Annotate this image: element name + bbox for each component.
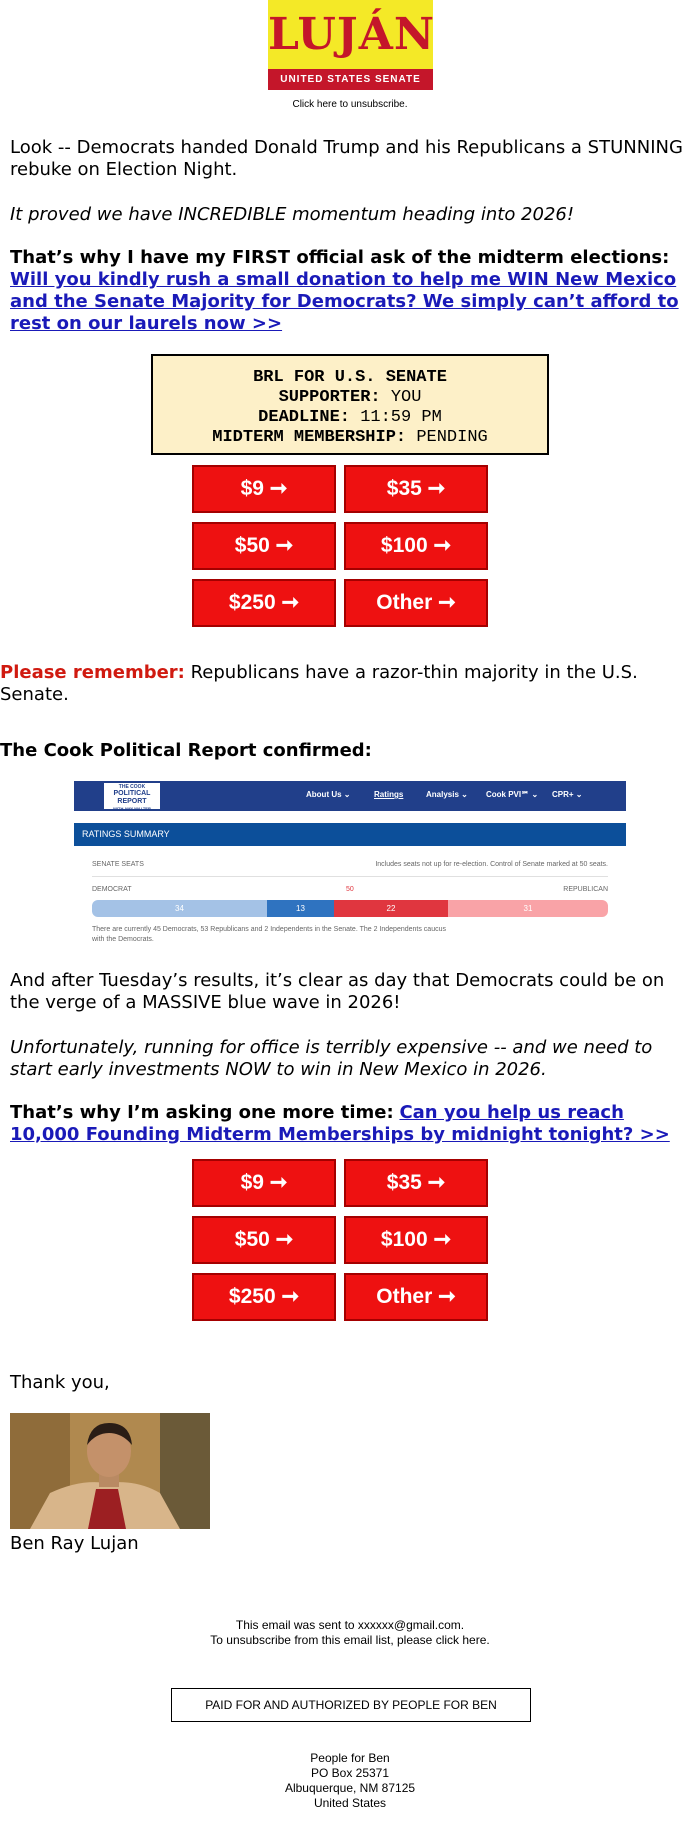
cook-menu-analysis: Analysis ⌄ (426, 790, 468, 799)
cook-menu-ratings: Ratings (374, 790, 404, 799)
seats-footnote-line-2: with the Democrats. (92, 936, 154, 943)
membership-status-box (151, 354, 549, 455)
donate-button-250[interactable]: $250 ➞ (192, 1273, 336, 1321)
senate-seats-label: SENATE SEATS (92, 861, 144, 868)
donate-link-2[interactable]: Can you help us reach 10,000 Founding Midterm Memberships by midnight tonight? >> (10, 1102, 670, 1145)
donate-button-100[interactable]: $100 ➞ (344, 522, 488, 570)
cook-logo (104, 783, 160, 809)
thank-you-text: Thank you, (10, 1372, 110, 1393)
sent-to-text: This email was sent to xxxxxx@gmail.com. (235, 1618, 465, 1632)
membership-label: MIDTERM MEMBERSHIP: (212, 428, 407, 447)
body-paragraph-3 (10, 1102, 692, 1146)
intro-paragraph-1: Look -- Democrats handed Donald Trump and his Republicans a STUNNING rebuke on Election Night. (10, 137, 683, 180)
unsubscribe-link-top[interactable]: Click here to unsubscribe. (292, 99, 408, 110)
logo-subtitle: UNITED STATES SENATE (268, 69, 433, 90)
cook-logo-line: REPORT (117, 798, 147, 805)
signature-name: Ben Ray Lujan (10, 1533, 139, 1554)
body-paragraph-1: And after Tuesday’s results, it’s clear as day that Democrats could be on the verge of a MASSIVE blue wave in 2026! (10, 970, 665, 1013)
majority-marker-label: 50 (346, 886, 354, 893)
address-line: PO Box 25371 (310, 1766, 390, 1780)
seat-segment-1: 13 (267, 900, 334, 917)
donate-link-1[interactable]: Will you kindly rush a small donation to help me WIN New Mexico and the Senate Majority for Democrats? We simply can’t afford to rest on our laurels now >> (10, 269, 679, 334)
first-ask-heading: That’s why I have my FIRST official ask of the midterm elections: (10, 247, 670, 268)
address-line: United States (313, 1796, 387, 1810)
seats-footnote-line-1: There are currently 45 Democrats, 53 Republicans and 2 Independents in the Senate. The 2 Independents caucus (92, 926, 446, 933)
ben-ray-lujan-photo (10, 1413, 210, 1529)
donate-button-50[interactable]: $50 ➞ (192, 1216, 336, 1264)
donate-button-other[interactable]: Other ➞ (344, 579, 488, 627)
cook-ratings-screenshot (74, 781, 626, 951)
membership-value: PENDING (416, 428, 488, 447)
donate-button-9[interactable]: $9 ➞ (192, 1159, 336, 1207)
remember-text: Republicans have a razor-thin majority in the U.S. Senate. (0, 662, 638, 705)
status-membership-row (153, 428, 547, 448)
intro-paragraph-3 (10, 247, 692, 335)
address-line: Albuquerque, NM 87125 (284, 1781, 416, 1795)
deadline-label: DEADLINE: (258, 408, 350, 427)
cook-heading: The Cook Political Report confirmed: (0, 740, 372, 761)
cook-menu-about: About Us ⌄ (306, 790, 351, 799)
paid-for-disclaimer: PAID FOR AND AUTHORIZED BY PEOPLE FOR BEN (171, 1688, 531, 1722)
cook-menu-pvi: Cook PVI℠ ⌄ (486, 790, 539, 799)
seat-segment-0: 34 (92, 900, 267, 917)
donate-button-35[interactable]: $35 ➞ (344, 1159, 488, 1207)
donate-button-100[interactable]: $100 ➞ (344, 1216, 488, 1264)
seat-segment-3: 31 (448, 900, 608, 917)
remember-label: Please remember: (0, 662, 185, 683)
donate-button-9[interactable]: $9 ➞ (192, 465, 336, 513)
donate-button-50[interactable]: $50 ➞ (192, 522, 336, 570)
cook-logo-line: WITH AMY WALTER (113, 806, 151, 811)
second-ask-heading: That’s why I’m asking one more time: (10, 1102, 394, 1123)
unsubscribe-link-bottom[interactable]: To unsubscribe from this email list, please click here. (210, 1633, 490, 1647)
deadline-value: 11:59 PM (360, 408, 442, 427)
ratings-summary-band: RATINGS SUMMARY (74, 823, 626, 846)
body-paragraph-2: Unfortunately, running for office is terribly expensive -- and we need to start early investments NOW to win in New Mexico in 2026. (10, 1037, 653, 1080)
donate-button-other[interactable]: Other ➞ (344, 1273, 488, 1321)
cook-logo-line: THE COOK (118, 784, 146, 790)
cook-logo-line: POLITICAL (113, 790, 151, 797)
lujan-senate-logo (268, 0, 436, 90)
donate-button-250[interactable]: $250 ➞ (192, 579, 336, 627)
democrat-label: DEMOCRAT (92, 886, 132, 893)
divider (92, 876, 608, 877)
donate-button-35[interactable]: $35 ➞ (344, 465, 488, 513)
seats-note: Includes seats not up for re-election. Control of Senate marked at 50 seats. (375, 861, 608, 868)
supporter-label: SUPPORTER: (278, 388, 381, 407)
portrait-illustration (10, 1413, 210, 1529)
status-title: BRL FOR U.S. SENATE (253, 368, 447, 387)
logo-name: LUJÁN (268, 9, 436, 60)
republican-label: REPUBLICAN (563, 886, 608, 893)
seat-segment-2: 22 (334, 900, 448, 917)
cook-nav-bar (74, 781, 626, 811)
cook-menu-cpr: CPR+ ⌄ (552, 790, 583, 799)
intro-paragraph-2: It proved we have INCREDIBLE momentum heading into 2026! (10, 204, 575, 225)
address-line: People for Ben (310, 1751, 390, 1765)
status-deadline-row (153, 408, 547, 428)
supporter-value: YOU (390, 388, 422, 407)
senate-seat-bar (92, 900, 608, 917)
remember-paragraph (0, 662, 692, 706)
status-supporter-row (153, 388, 547, 408)
